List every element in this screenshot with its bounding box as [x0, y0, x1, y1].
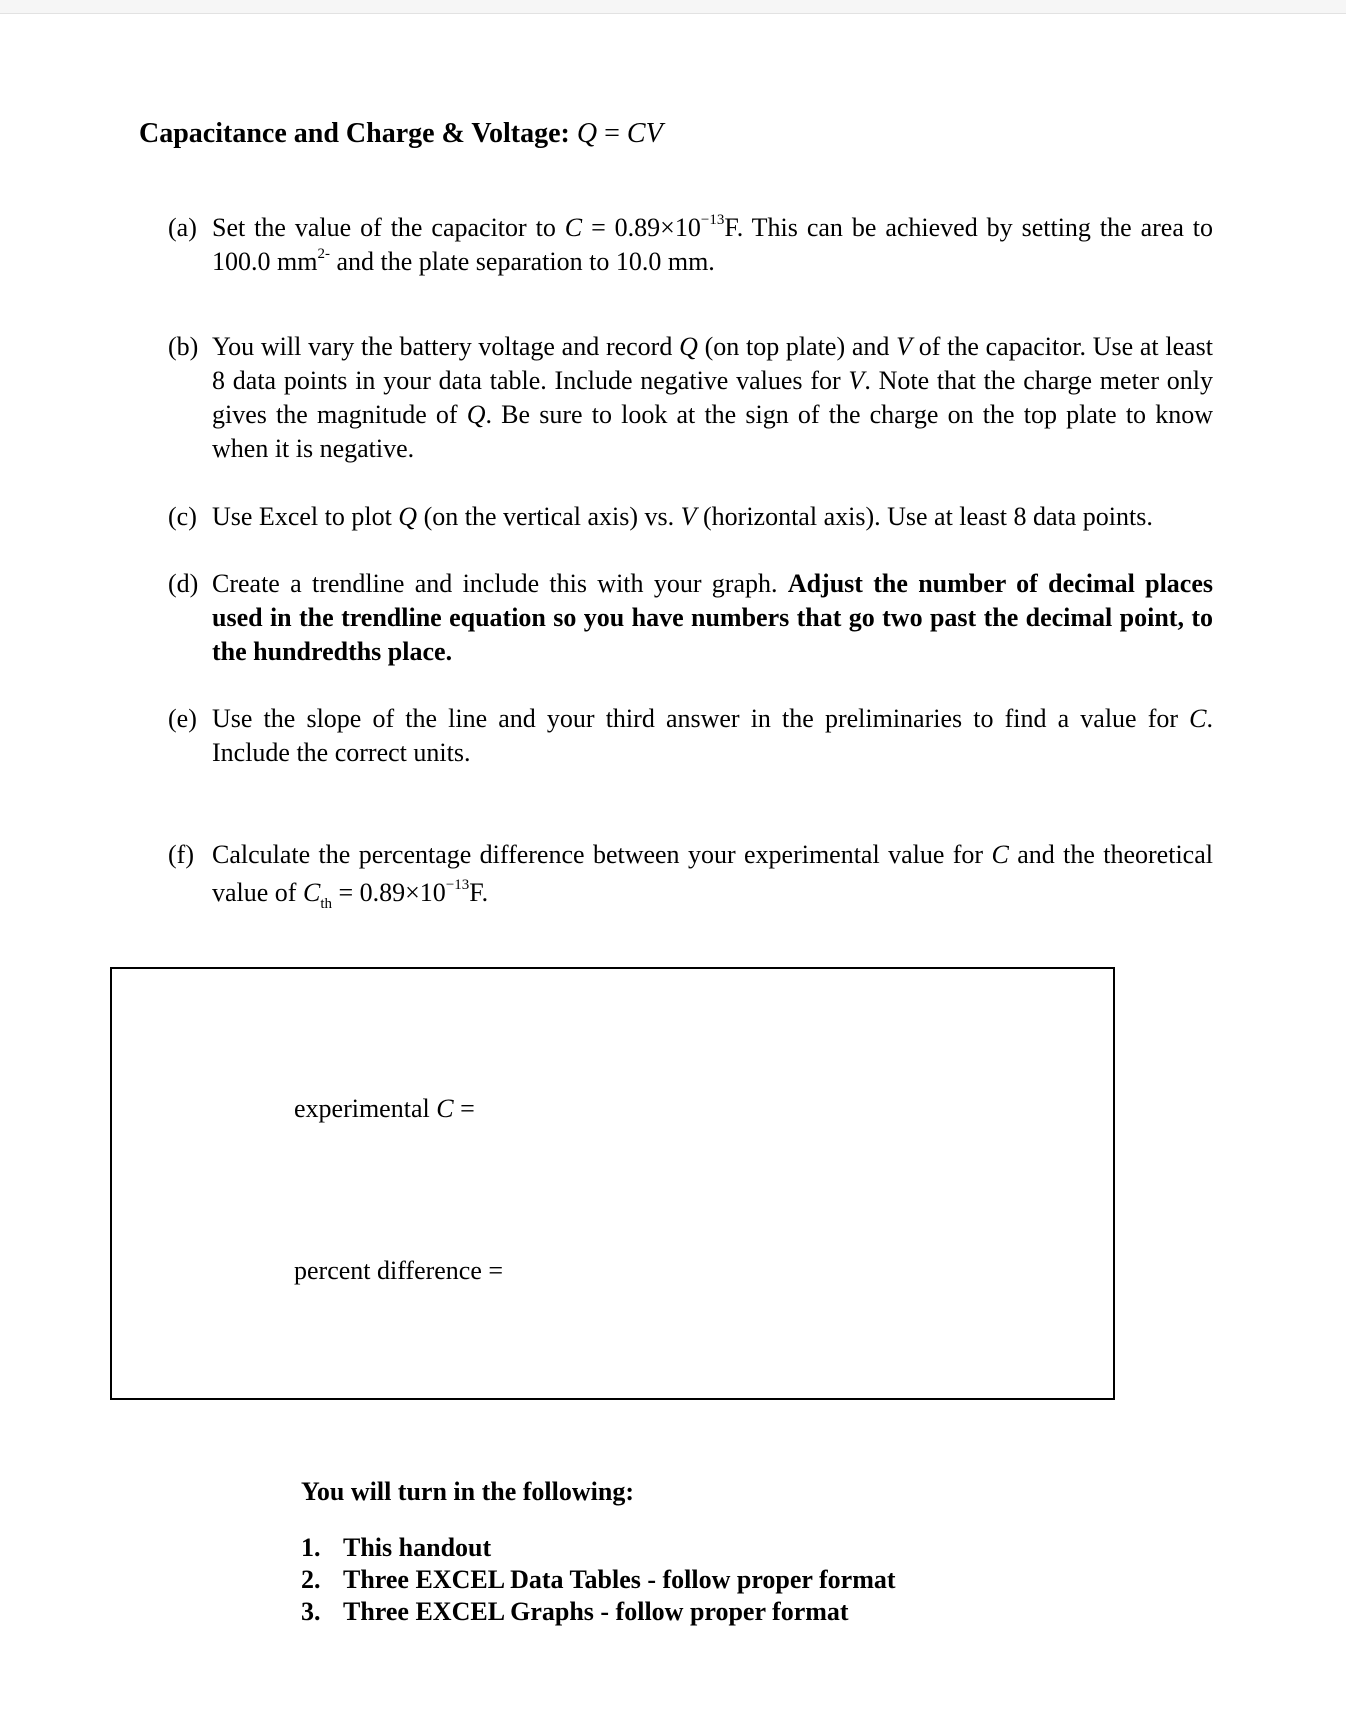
turn-in-heading: You will turn in the following:: [301, 1477, 634, 1506]
text: and the theoretical value of: [212, 840, 1213, 907]
item-label: (d): [168, 569, 199, 598]
variable: C: [564, 213, 583, 242]
experimental-c-field: [294, 1094, 475, 1124]
variable: C: [436, 1094, 454, 1123]
eq-rhs: CV: [626, 118, 663, 149]
title-equation: [577, 118, 663, 149]
item-body: [212, 500, 1213, 534]
variable: V: [680, 502, 697, 531]
eq-lhs: Q: [576, 118, 598, 149]
text: Create a trendline and include this with your graph.: [212, 569, 788, 598]
bold-instruction: Adjust the number of decimal places used in the trendline equation so you have numbers that go two past the decimal point, to the hundredths place.: [212, 569, 1213, 666]
list-item: [301, 1532, 896, 1564]
list-number: 1.: [301, 1533, 321, 1562]
text: (on the vertical axis) vs.: [417, 502, 681, 531]
percent-difference-field: [294, 1256, 503, 1286]
variable: Q: [398, 502, 418, 531]
text: and the plate separation to 10.0 mm.: [329, 247, 715, 276]
item-f: [168, 836, 1213, 912]
text: (horizontal axis). Use at least 8 data points.: [696, 502, 1153, 531]
item-c: [168, 500, 1213, 534]
item-label: (a): [168, 213, 197, 242]
item-e: [168, 702, 1213, 770]
text: Use Excel to plot: [212, 502, 399, 531]
exponent: −13: [700, 212, 725, 228]
text: (on top plate) and: [697, 332, 897, 361]
text: F. This can be achieved by setting the area to 100.0 mm: [212, 213, 1214, 276]
variable: Q: [466, 400, 486, 429]
item-body: [212, 330, 1213, 466]
exponent: 2-: [317, 246, 330, 262]
item-body: [212, 836, 1213, 912]
text: Calculate the percentage difference between your experimental value for: [212, 840, 992, 869]
list-text: Three EXCEL Graphs - follow proper format: [343, 1597, 849, 1626]
variable: C: [1189, 704, 1207, 733]
field-label: =: [453, 1094, 475, 1123]
list-number: 3.: [301, 1597, 321, 1626]
exponent: −13: [445, 877, 470, 893]
variable: C: [302, 878, 321, 907]
variable: C: [991, 840, 1009, 869]
item-label: (b): [168, 332, 199, 361]
title-text: Capacitance and Charge & Voltage:: [139, 118, 570, 149]
text: Set the value of the capacitor to: [212, 213, 565, 242]
text: . Note that the charge meter only gives the magnitude of: [212, 366, 1213, 429]
text: Use the slope of the line and your third answer in the preliminaries to find a value for: [212, 704, 1190, 733]
text: You will vary the battery voltage and record: [212, 332, 680, 361]
list-text: Three EXCEL Data Tables - follow proper format: [343, 1565, 896, 1594]
answer-box: [110, 967, 1115, 1400]
text: . Include the correct units.: [212, 704, 1213, 767]
list-item: [301, 1564, 896, 1596]
subscript: th: [320, 896, 332, 912]
item-label: (e): [168, 704, 197, 733]
text: of the capacitor. Use at least 8 data points in your data table. Include negative values for: [212, 332, 1213, 395]
item-body: [212, 567, 1213, 669]
text: F.: [469, 878, 489, 907]
variable: V: [848, 366, 865, 395]
item-a: [168, 211, 1213, 279]
text: . Be sure to look at the sign of the charge on the top plate to know when it is negative.: [212, 400, 1213, 463]
eq-op: =: [597, 118, 627, 149]
variable: V: [896, 332, 913, 361]
item-body: [212, 702, 1213, 770]
item-label: (f): [168, 840, 194, 869]
item-b: [168, 330, 1213, 466]
item-label: (c): [168, 502, 197, 531]
item-body: [212, 211, 1213, 279]
list-number: 2.: [301, 1565, 321, 1594]
item-d: [168, 567, 1213, 669]
text: = 0.89×10: [582, 213, 701, 242]
page-title: [139, 118, 663, 150]
field-label: experimental: [294, 1094, 437, 1123]
variable: Q: [679, 332, 698, 361]
text: = 0.89×10: [331, 878, 446, 907]
list-item: [301, 1596, 896, 1628]
turn-in-list: [301, 1532, 896, 1628]
field-label: percent difference =: [294, 1256, 504, 1285]
list-text: This handout: [343, 1533, 492, 1562]
document-page: [0, 13, 1346, 1733]
